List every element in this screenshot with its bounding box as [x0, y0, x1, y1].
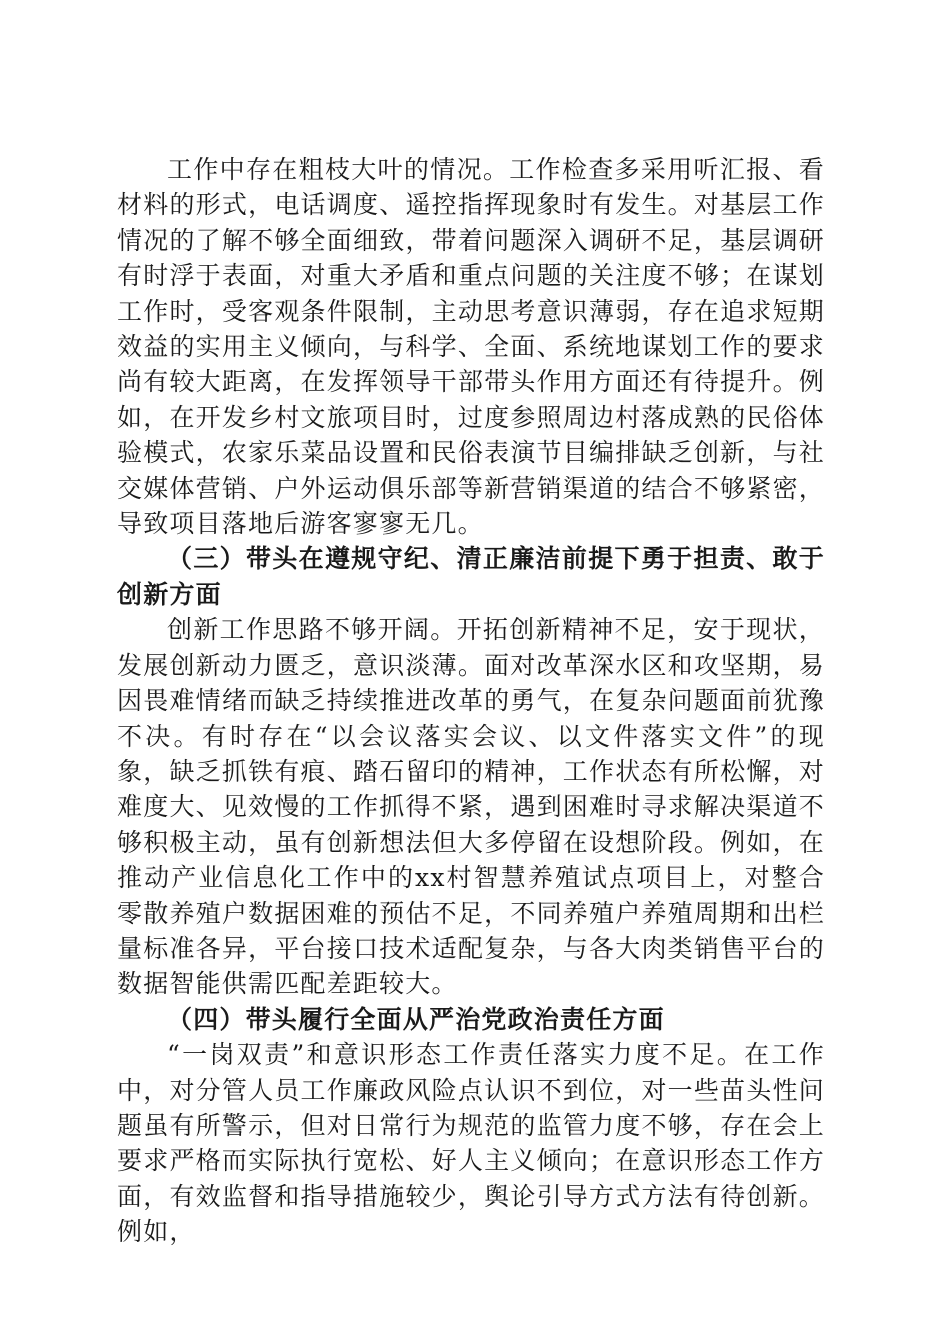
section-heading-3: （三）带头在遵规守纪、清正廉洁前提下勇于担责、敢于创新方面: [117, 544, 825, 609]
paragraph-innovation: 创新工作思路不够开阔。开拓创新精神不足，安于现状，发展创新动力匮乏，意识淡薄。面对改革深水区和攻坚期，易因畏难情绪而缺乏持续推进改革的勇气，在复杂问题面前犹豫不决。有时存在“以会议落实会议、以文件落实文件”的现象，缺乏抓铁有痕、踏石留印的精神，工作状态有所松懈，对难度大、见效慢的工作抓得不紧，遇到困难时寻求解决渠道不够积极主动，虽有创新想法但大多停留在设想阶段。例如，在推动产业信息化工作中的xx村智慧养殖试点项目上，对整合零散养殖户数据困难的预估不足，不同养殖户养殖周期和出栏量标准各异，平台接口技术适配复杂，与各大肉类销售平台的数据智能供需匹配差距较大。: [117, 615, 825, 999]
document-body: [117, 152, 825, 1250]
paragraph-work-style: 工作中存在粗枝大叶的情况。工作检查多采用听汇报、看材料的形式，电话调度、遥控指挥现象时有发生。对基层工作情况的了解不够全面细致，带着问题深入调研不足，基层调研有时浮于表面，对重大矛盾和重点问题的关注度不够；在谋划工作时，受客观条件限制，主动思考意识薄弱，存在追求短期效益的实用主义倾向，与科学、全面、系统地谋划工作的要求尚有较大距离，在发挥领导干部带头作用方面还有待提升。例如，在开发乡村文旅项目时，过度参照周边村落成熟的民俗体验模式，农家乐菜品设置和民俗表演节目编排缺乏创新，与社交媒体营销、户外运动俱乐部等新营销渠道的结合不够紧密，导致项目落地后游客寥寥无几。: [117, 155, 825, 539]
section-heading-4: （四）带头履行全面从严治党政治责任方面: [167, 1004, 665, 1034]
paragraph-responsibility: “一岗双责”和意识形态工作责任落实力度不足。在工作中，对分管人员工作廉政风险点认识不到位，对一些苗头性问题虽有所警示，但对日常行为规范的监管力度不够，存在会上要求严格而实际执行宽松、好人主义倾向；在意识形态工作方面，有效监督和指导措施较少，舆论引导方式方法有待创新。例如，: [117, 1040, 825, 1247]
